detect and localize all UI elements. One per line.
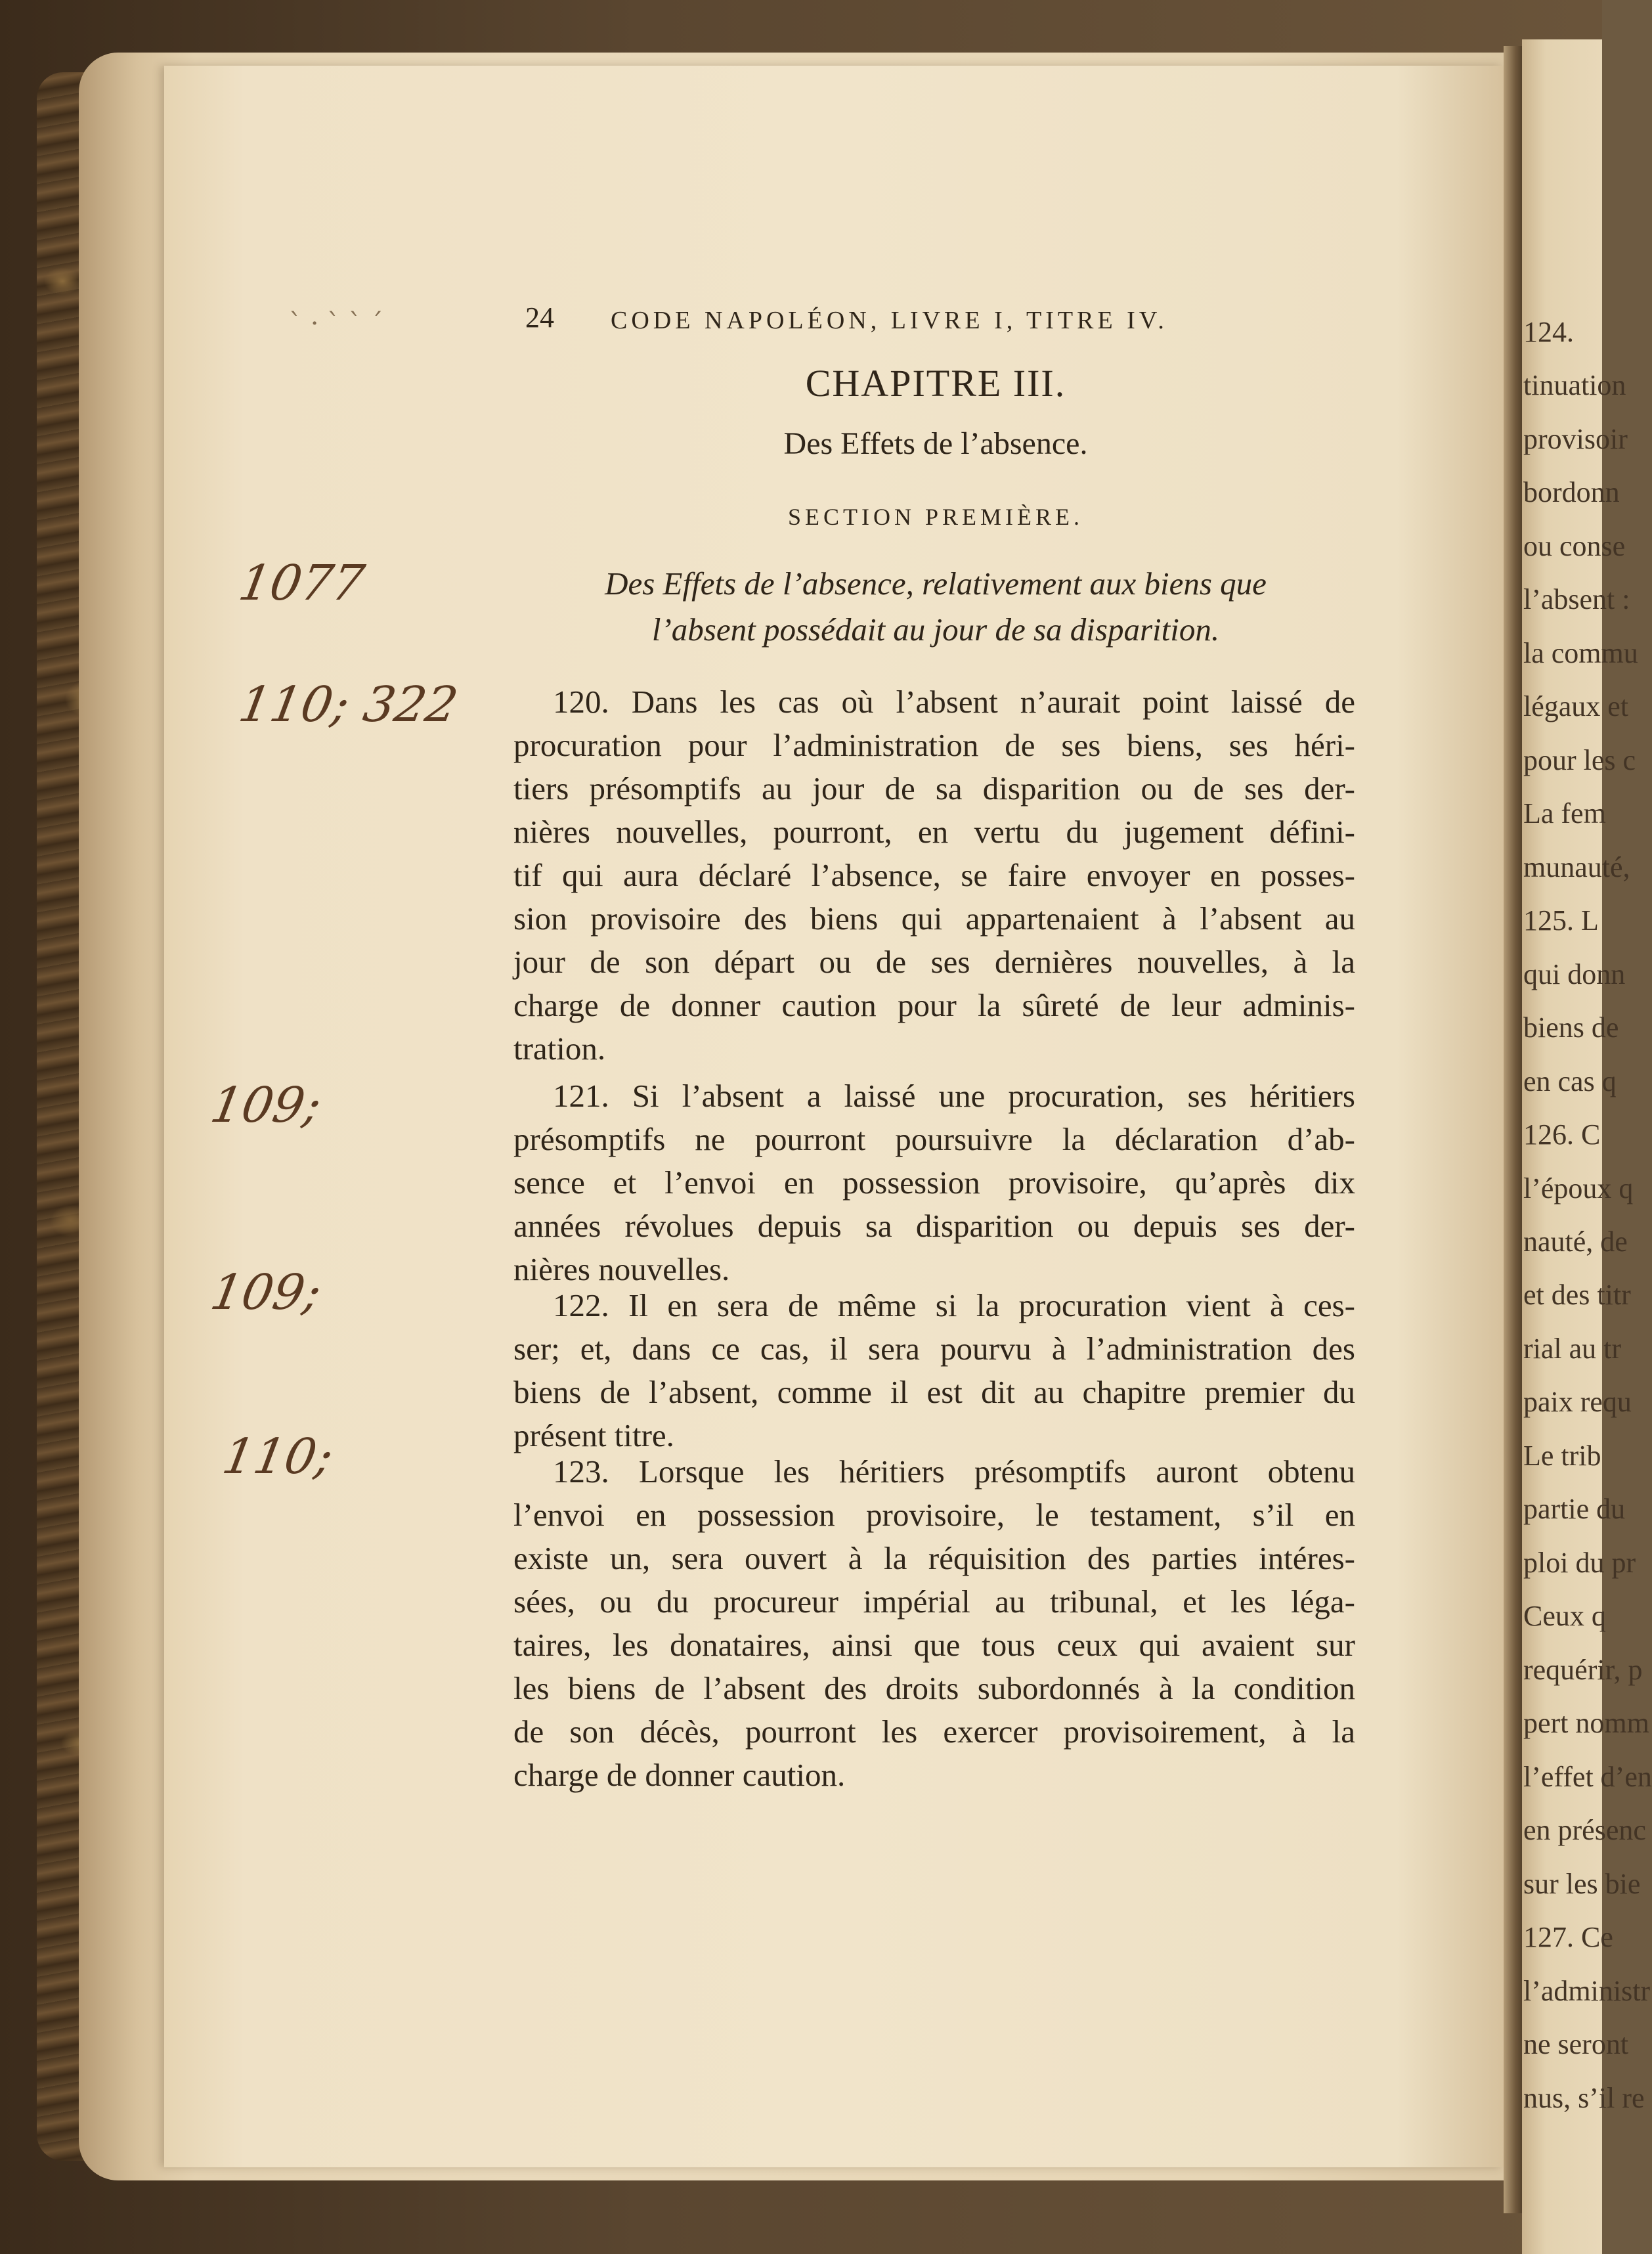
section-title-line: Des Effets de l’absence, relativement aux biens que (605, 565, 1267, 602)
article-number: 121. (553, 1078, 632, 1114)
margin-note: 110; 322 (234, 676, 462, 733)
facing-page-fragment: nauté, de (1523, 1226, 1628, 1258)
section-title-line: l’absent possédait au jour de sa disparition. (651, 611, 1220, 648)
article-line-text: Lorsque les héritiers présomptifs auront obtenu (638, 1453, 1355, 1490)
facing-page-fragment: légaux et (1523, 690, 1629, 723)
facing-page-fragment: 125. L (1523, 904, 1599, 937)
facing-page-fragment: paix requ (1523, 1386, 1632, 1419)
facing-page-fragment: en présenc (1523, 1814, 1646, 1847)
facing-page-fragment: pert nomm (1523, 1707, 1649, 1740)
article-line: nières nouvelles. (513, 1251, 730, 1287)
facing-page-fragment: en cas q (1523, 1065, 1617, 1097)
section-heading: SECTION PREMIÈRE. (787, 504, 1083, 530)
facing-page-fragment: partie du (1523, 1493, 1626, 1526)
facing-page-fragment: bordonn (1523, 476, 1620, 509)
article-line-text: Il en sera de même si la procuration vient à ces- (628, 1287, 1355, 1323)
article-line: tiers présomptifs au jour de sa disparition ou de ses der- (513, 770, 1355, 807)
facing-page-fragment: requérir, p (1523, 1653, 1643, 1686)
margin-note: 109; (206, 1264, 326, 1321)
facing-page-fragment: La fem (1523, 797, 1606, 830)
article-first-line (513, 1284, 1355, 1327)
article-line: tration. (513, 1030, 606, 1067)
facing-page-fragment: ne seront (1523, 2028, 1629, 2061)
chapter-title: Des Effets de l’absence. (783, 426, 1088, 461)
article-line-text: Si l’absent a laissé une procuration, ses héritiers (632, 1078, 1355, 1114)
article-line: existe un, sera ouvert à la réquisition des parties intéres- (513, 1540, 1355, 1576)
article-line: présent titre. (513, 1417, 674, 1453)
article-line: nières nouvelles, pourront, en vertu du jugement défini- (513, 814, 1355, 850)
article-line: charge de donner caution pour la sûreté de leur adminis- (513, 987, 1355, 1023)
article-line: sion provisoire des biens qui appartenaient à l’absent au (513, 900, 1355, 937)
facing-page-fragment: la commu (1523, 636, 1638, 669)
margin-note: 110; (218, 1428, 337, 1485)
article-number: 120. (553, 684, 632, 720)
article-number: 123. (553, 1453, 639, 1490)
article-line: les biens de l’absent des droits subordonnés à la condition (513, 1670, 1355, 1706)
article-line: tif qui aura déclaré l’absence, se faire envoyer en posses- (513, 857, 1355, 893)
article-line: procuration pour l’administration de ses biens, ses héri- (513, 727, 1355, 763)
margin-stray-marks: ˋ · ˋ ˋ ˊ (289, 309, 383, 339)
article-first-line (513, 1074, 1355, 1118)
facing-page-edge (1522, 39, 1652, 2254)
facing-page-fragment: 124. (1523, 316, 1574, 348)
article-line: charge de donner caution. (513, 1757, 846, 1793)
margin-note: 109; (206, 1077, 326, 1134)
facing-page-fragment: 126. C (1523, 1118, 1601, 1151)
running-title: CODE NAPOLÉON, LIVRE I, TITRE IV. (611, 307, 1168, 334)
article-line: sées, ou du procureur impérial au tribunal, et les léga- (513, 1583, 1355, 1620)
facing-page-fragment: munauté, (1523, 851, 1630, 883)
facing-page-fragment: biens de (1523, 1011, 1619, 1044)
page-number: 24 (525, 301, 554, 334)
facing-page-fragment: l’époux q (1523, 1172, 1634, 1204)
facing-page-fragment: l’effet d’en (1523, 1760, 1652, 1793)
facing-page-fragment: l’absent : (1523, 583, 1630, 616)
facing-page-fragment: provisoir (1523, 422, 1628, 455)
facing-page-fragment: 127. Ce (1523, 1921, 1613, 1954)
facing-page-fragment: Ceux q (1523, 1600, 1606, 1633)
facing-page-fragment: pour les c (1523, 743, 1636, 776)
facing-page-fragment: et des titr (1523, 1279, 1631, 1312)
article-line: biens de l’absent, comme il est dit au chapitre premier du (513, 1374, 1355, 1410)
facing-page-fragment: l’administr (1523, 1974, 1651, 2007)
article-line-text: Dans les cas où l’absent n’aurait point laissé de (631, 684, 1355, 720)
facing-page-fragment: nus, s’il re (1523, 2081, 1645, 2114)
facing-page-fragment: tinuation (1523, 369, 1626, 402)
book-gutter (1504, 46, 1523, 2213)
facing-page-fragment: sur les bie (1523, 1867, 1641, 1900)
article-first-line (513, 680, 1355, 724)
chapter-heading: CHAPITRE III. (805, 362, 1066, 405)
article-line: sence et l’envoi en possession provisoire, qu’après dix (513, 1164, 1355, 1201)
article-number: 122. (553, 1287, 629, 1323)
article-line: taires, les donataires, ainsi que tous ceux qui avaient sur (513, 1627, 1355, 1663)
article-first-line (513, 1450, 1355, 1493)
margin-note: 1077 (234, 555, 368, 611)
article-line: présomptifs ne pourront poursuivre la déclaration d’ab- (513, 1121, 1355, 1157)
article-line: de son décès, pourront les exercer provisoirement, à la (513, 1713, 1355, 1750)
article-line: années révolues depuis sa disparition ou depuis ses der- (513, 1208, 1355, 1244)
facing-page-fragment: ou conse (1523, 529, 1626, 562)
facing-page-fragment: ploi du pr (1523, 1546, 1636, 1579)
article-line: l’envoi en possession provisoire, le testament, s’il en (513, 1497, 1355, 1533)
article-line: jour de son départ ou de ses dernières nouvelles, à la (513, 944, 1355, 980)
facing-page-fragment: Le trib (1523, 1439, 1601, 1472)
article-line: ser; et, dans ce cas, il sera pourvu à l’administration des (513, 1331, 1355, 1367)
facing-page-fragment: rial au tr (1523, 1332, 1622, 1365)
facing-page-fragment: qui donn (1523, 958, 1626, 990)
